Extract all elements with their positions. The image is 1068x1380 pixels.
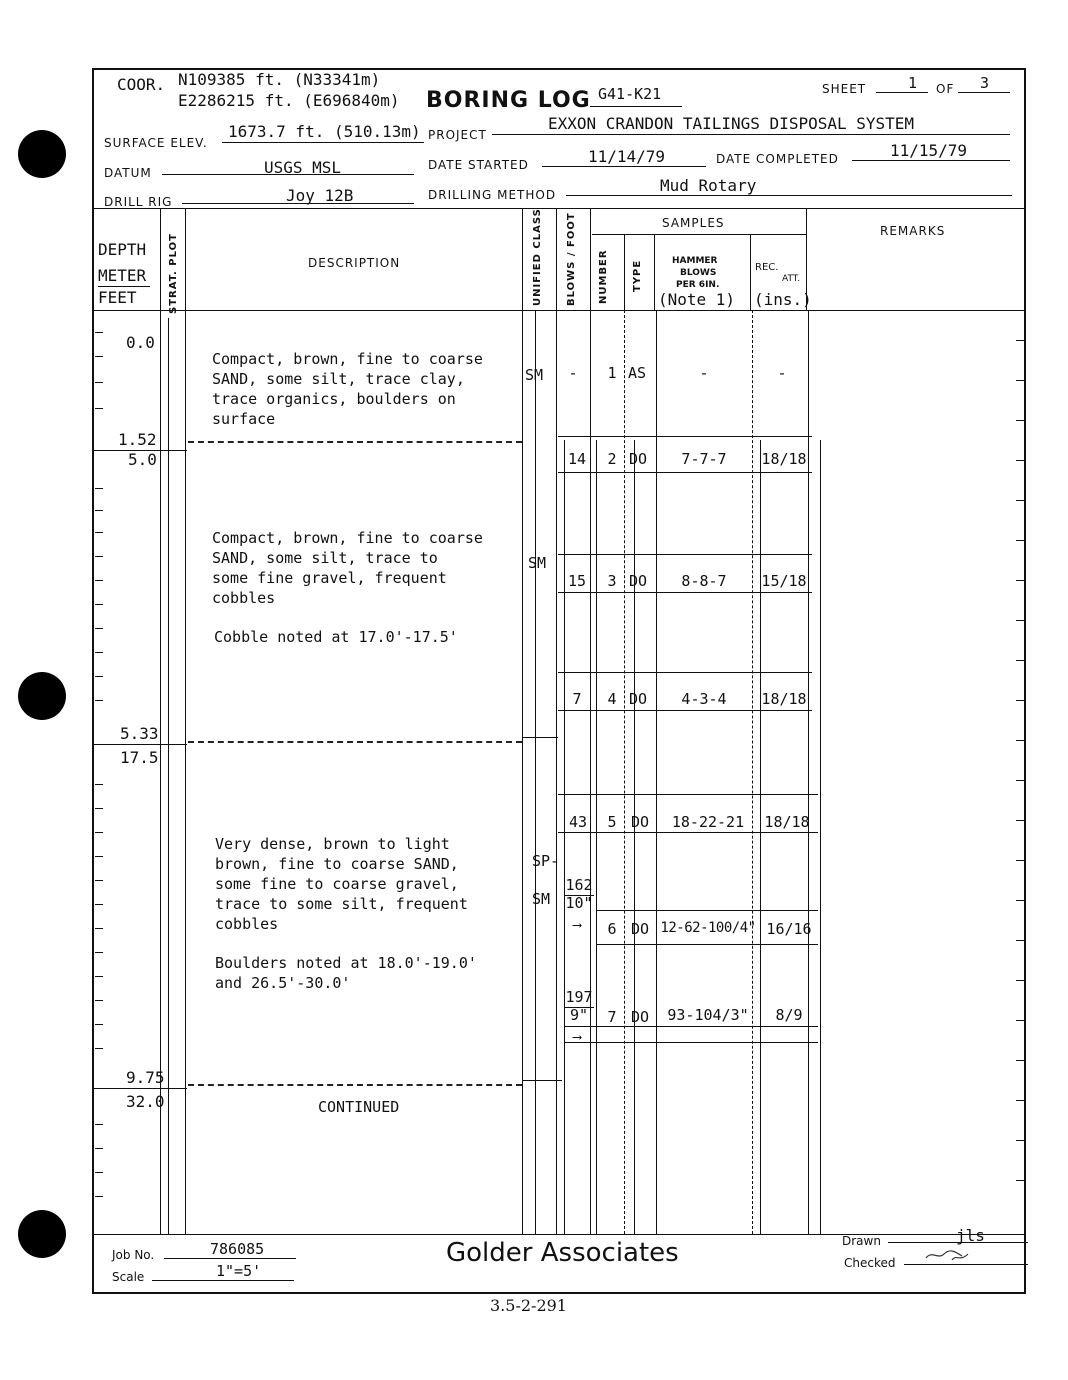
sample-number: 2: [607, 450, 617, 468]
of-label: OF: [936, 82, 955, 96]
blows-per-foot: 197: [565, 988, 593, 1006]
recovery: 18/18: [761, 450, 807, 468]
hammer-blows: -: [699, 364, 709, 382]
drill-rig-label: DRILL RIG: [104, 195, 173, 209]
sheet-label: SHEET: [822, 82, 867, 96]
uscs-class: SM: [532, 890, 551, 908]
checked-label: Checked: [844, 1256, 896, 1270]
uscs-class: SP-: [532, 852, 560, 870]
header: [0, 0, 1068, 210]
blows-per-foot: 162: [565, 876, 593, 894]
unified-class-header: UNIFIED CLASS: [532, 208, 543, 306]
depth-label: 32.0: [126, 1092, 165, 1111]
sample-type: DO: [630, 920, 650, 938]
depth-label: 5.33: [120, 724, 159, 743]
depth-label: 1.52: [118, 430, 157, 449]
sample-type: DO: [630, 1008, 650, 1026]
stratum-description: Very dense, brown to light brown, fine to coarse SAND, some fine to coarse gravel, trace to some silt, frequent cobbles: [215, 835, 468, 933]
job-number-value: 786085: [210, 1240, 265, 1258]
blows-per-foot: 7: [572, 690, 582, 708]
depth-label: 0.0: [126, 333, 155, 352]
recovery: 18/18: [764, 813, 810, 831]
uscs-class: SM: [528, 554, 547, 572]
continued-label: CONTINUED: [318, 1098, 400, 1116]
blows-per-foot: 14: [567, 450, 587, 468]
sample-type: AS: [627, 364, 647, 382]
description-header: DESCRIPTION: [308, 256, 401, 270]
surface-elev-label: SURFACE ELEV.: [104, 136, 208, 150]
drawn-label: Drawn: [842, 1234, 881, 1248]
boring-id: G41-K21: [598, 85, 662, 103]
sheet-total: 3: [980, 74, 990, 92]
hammer-blows: 8-8-7: [681, 572, 727, 590]
hammer-blows: 93-104/3": [667, 1006, 749, 1024]
sample-number: 6: [607, 920, 617, 938]
recovery: 18/18: [761, 690, 807, 708]
remarks-header: REMARKS: [880, 224, 946, 238]
drawn-initials: jls: [956, 1226, 985, 1245]
sample-number: 3: [607, 572, 617, 590]
hammer-header-4: (Note 1): [658, 290, 736, 309]
blows-per-foot-penetration: 10": [565, 894, 593, 912]
blows-per-foot: 43: [568, 813, 588, 831]
page-number: 3.5-2-291: [490, 1296, 567, 1315]
rec-header-1: REC.: [755, 262, 779, 273]
binder-hole-middle: [18, 672, 66, 720]
page-title: BORING LOG: [426, 88, 591, 113]
drilling-method-label: DRILLING METHOD: [428, 188, 557, 202]
datum-label: DATUM: [104, 166, 152, 180]
samples-header: SAMPLES: [662, 216, 725, 230]
uscs-class: SM: [525, 366, 544, 384]
hammer-blows: 4-3-4: [681, 690, 727, 708]
drilling-method-value: Mud Rotary: [660, 176, 757, 195]
recovery: 16/16: [766, 920, 812, 938]
depth-label: 17.5: [120, 748, 159, 767]
sample-number: 1: [607, 364, 617, 382]
stratum-description: Compact, brown, fine to coarse SAND, some silt, trace to some fine gravel, frequent cobbles: [212, 529, 483, 607]
hammer-blows: 7-7-7: [681, 450, 727, 468]
recovery: 8/9: [775, 1006, 803, 1024]
company-name: Golder Associates: [446, 1238, 679, 1268]
drill-rig-value: Joy 12B: [286, 186, 354, 205]
depth-header: DEPTH: [98, 240, 147, 259]
sheet-number: 1: [908, 74, 918, 92]
coor-north: N109385 ft. (N33341m): [178, 70, 381, 89]
scale-value: 1"=5': [216, 1262, 262, 1280]
coor-east: E2286215 ft. (E696840m): [178, 91, 400, 110]
blows-per-foot: 15: [567, 572, 587, 590]
blows-per-foot: -: [568, 364, 578, 382]
meter-header: METER: [98, 266, 147, 285]
recovery: 15/18: [761, 572, 807, 590]
project-value: EXXON CRANDON TAILINGS DISPOSAL SYSTEM: [548, 114, 915, 133]
surface-elev-value: 1673.7 ft. (510.13m): [228, 122, 421, 141]
arrow-right-icon: ⟶: [573, 918, 581, 933]
stratum-note: Boulders noted at 18.0'-19.0' and 26.5'-30.0': [215, 954, 477, 992]
hammer-blows: 12-62-100/4": [660, 920, 756, 936]
footer: [0, 1226, 1068, 1380]
depth-label: 5.0: [128, 450, 157, 469]
job-number-label: Job No.: [112, 1248, 155, 1262]
type-header: TYPE: [632, 259, 643, 292]
date-started-value: 11/14/79: [588, 147, 666, 166]
recovery: -: [777, 364, 787, 382]
sample-number: 7: [607, 1008, 617, 1026]
date-completed-label: DATE COMPLETED: [716, 152, 839, 166]
datum-value: USGS MSL: [264, 158, 342, 177]
checked-signature: [922, 1248, 972, 1264]
blows-per-foot-penetration: 9": [569, 1006, 589, 1024]
stratum-description: Compact, brown, fine to coarse SAND, some silt, trace clay, trace organics, boulders on surface: [212, 350, 483, 428]
coor-label: COOR.: [117, 75, 166, 94]
feet-header: FEET: [98, 288, 137, 307]
sample-type: DO: [628, 450, 648, 468]
sample-type: DO: [630, 813, 650, 831]
rec-header-3: (ins.): [754, 290, 812, 309]
arrow-right-icon: ⟶: [573, 1030, 581, 1045]
strat-plot-header: STRAT. PLOT: [168, 233, 179, 314]
hammer-header-1: HAMMER: [672, 256, 718, 266]
sample-type: DO: [628, 690, 648, 708]
scale-label: Scale: [112, 1270, 145, 1284]
number-header: NUMBER: [598, 249, 609, 304]
hammer-header-3: PER 6IN.: [676, 280, 720, 290]
project-label: PROJECT: [428, 128, 487, 142]
blows-per-foot-header: BLOWS / FOOT: [566, 212, 577, 306]
depth-label: 9.75: [126, 1068, 165, 1087]
hammer-header-2: BLOWS: [680, 268, 717, 278]
stratum-note: Cobble noted at 17.0'-17.5': [214, 628, 458, 646]
sample-type: DO: [628, 572, 648, 590]
rec-header-2: ATT.: [782, 274, 801, 284]
date-completed-value: 11/15/79: [890, 141, 968, 160]
hammer-blows: 18-22-21: [671, 813, 745, 831]
date-started-label: DATE STARTED: [428, 158, 529, 172]
sample-number: 4: [607, 690, 617, 708]
sample-number: 5: [607, 813, 617, 831]
